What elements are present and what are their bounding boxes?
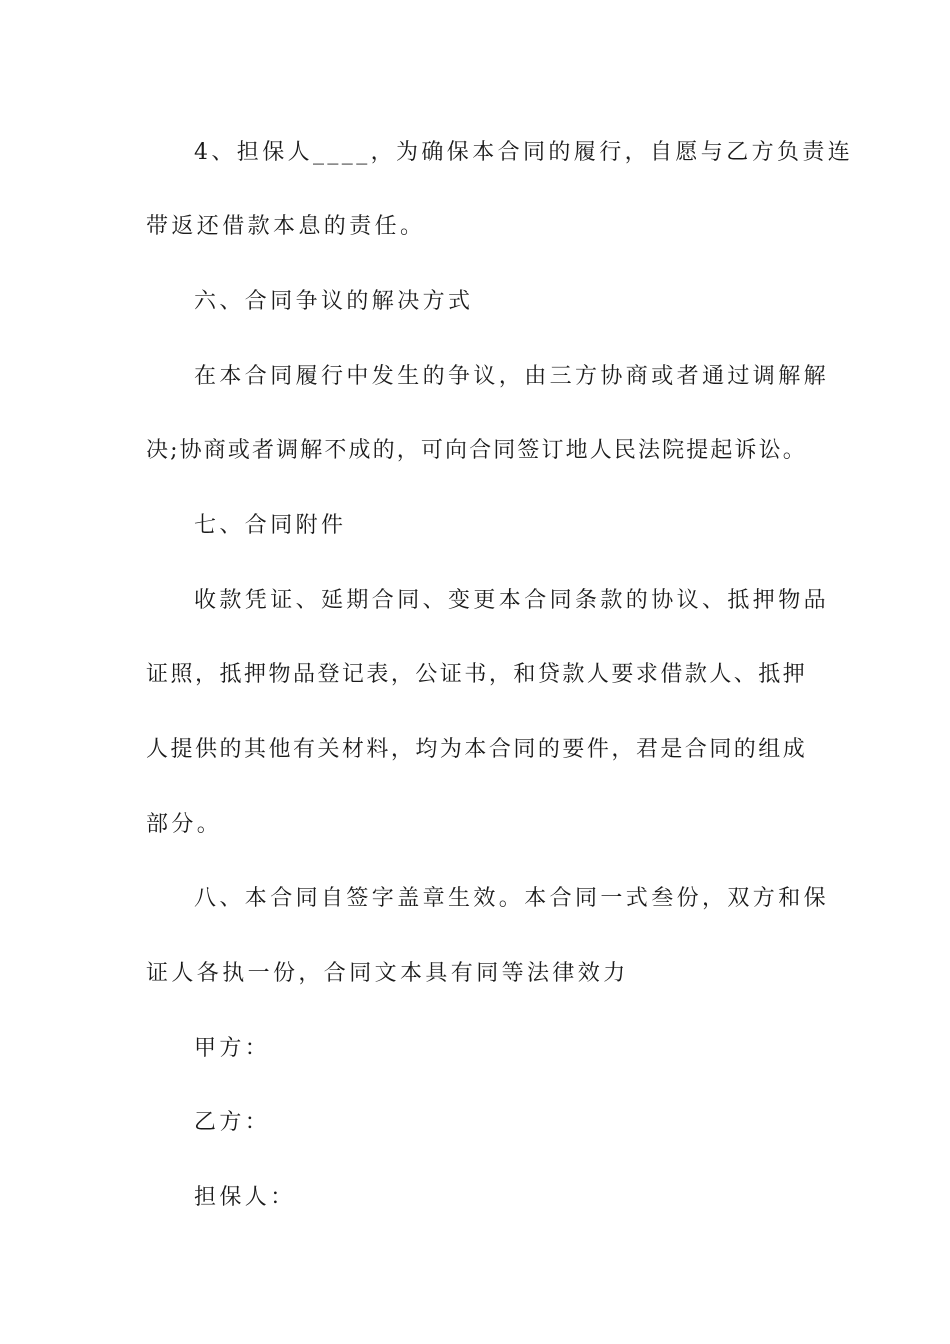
clause-4-guarantor-line-2: 带返还借款本息的责任。 — [146, 214, 426, 239]
section-7-text-line-4: 部分。 — [146, 812, 223, 837]
section-6-text-line-2: 决;协商或者调解不成的，可向合同签订地人民法院提起诉讼。 — [146, 438, 806, 463]
section-8-text-line-2: 证人各执一份，合同文本具有同等法律效力 — [146, 961, 629, 986]
section-6-heading: 六、合同争议的解决方式 — [194, 289, 474, 314]
guarantor-signature-label: 担保人： — [194, 1185, 296, 1210]
section-6-text-line-1: 在本合同履行中发生的争议，由三方协商或者通过调解解 — [194, 364, 830, 389]
section-7-text-line-1: 收款凭证、延期合同、变更本合同条款的协议、抵押物品 — [194, 588, 830, 613]
section-7-text-line-3: 人提供的其他有关材料，均为本合同的要件，君是合同的组成 — [146, 737, 806, 762]
clause-4-guarantor-line-1: 4、担保人____，为确保本合同的履行，自愿与乙方负责连 — [194, 140, 854, 165]
section-7-text-line-2: 证照，抵押物品登记表，公证书，和贷款人要求借款人、抵押 — [146, 662, 806, 687]
party-a-signature-label: 甲方： — [194, 1036, 271, 1061]
section-7-heading: 七、合同附件 — [194, 513, 347, 538]
party-b-signature-label: 乙方： — [194, 1110, 271, 1135]
section-8-text-line-1: 八、本合同自签字盖章生效。本合同一式叁份，双方和保 — [194, 886, 830, 911]
